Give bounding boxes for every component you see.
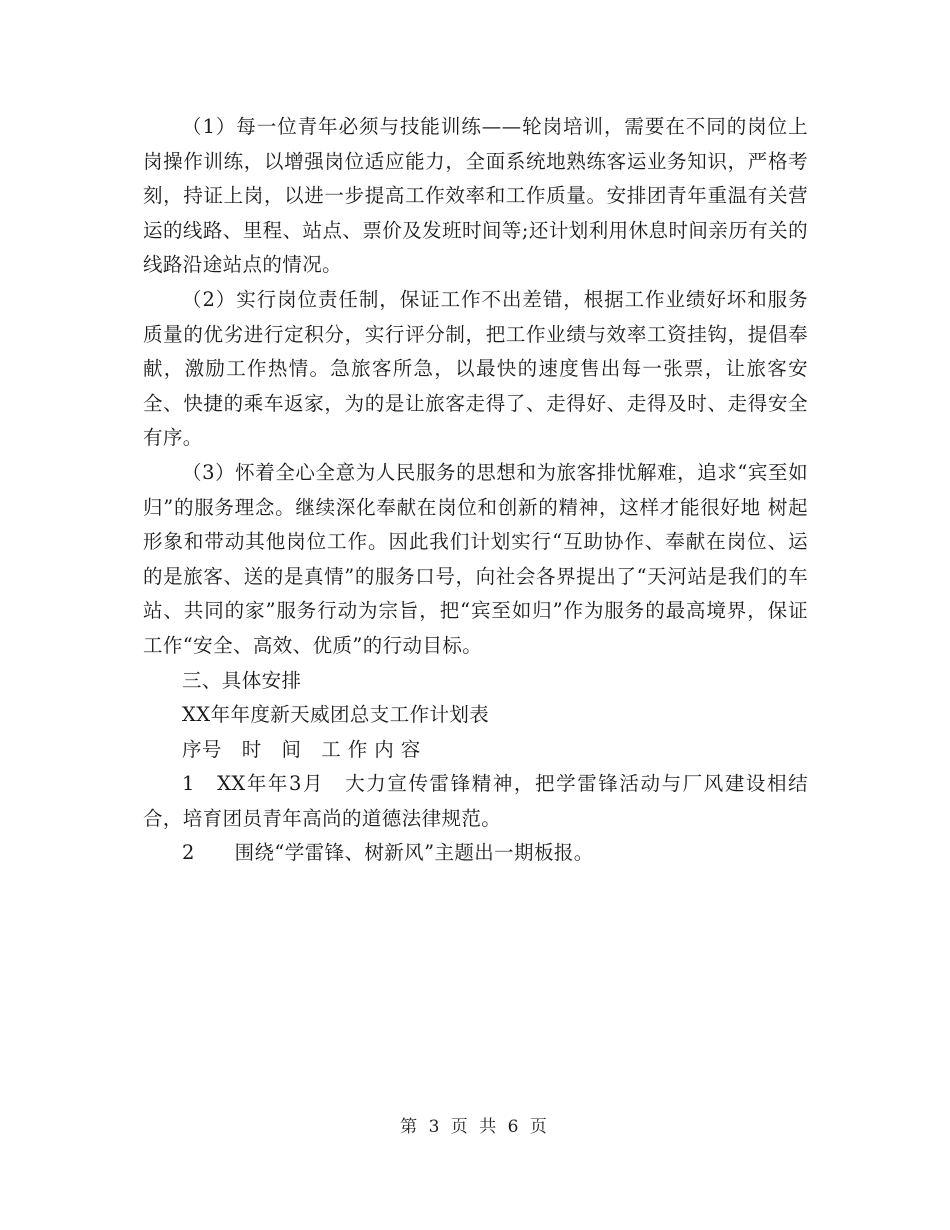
- page-content: [143, 110, 808, 871]
- paragraph-1: （1）每一位青年必须与技能训练——轮岗培训，需要在不同的岗位上岗操作训练，以增强岗位适应能力，全面系统地熟练客运业务知识，严格考刻，持证上岗，以进一步提高工作效率和工作质量。安排团青年重温有关营运的线路、里程、站点、票价及发班时间等;还计划利用休息时间亲历有关的线路沿途站点的情况。: [143, 115, 808, 277]
- plan-title: XX年年度新天威团总支工作计划表: [182, 703, 490, 727]
- table-header: 序号 时 间 工 作 内 容: [182, 737, 421, 761]
- section-heading: 三、具体安排: [182, 668, 302, 692]
- paragraph-2: （2）实行岗位责任制，保证工作不出差错，根据工作业绩好坏和服务质量的优劣进行定积分，实行评分制，把工作业绩与效率工资挂钩，提倡奉献，激励工作热情。急旅客所急，以最快的速度售出每一张票，让旅客安全、快捷的乘车返家，为的是让旅客走得了、走得好、走得及时、走得安全有序。: [143, 287, 808, 450]
- plan-row-1: 1 XX年年3月 大力宣传雷锋精神，把学雷锋活动与厂风建设相结合，培育团员青年高尚的道德法律规范。: [143, 772, 808, 830]
- page-number: 第 3 页 共 6 页: [400, 1117, 550, 1137]
- plan-row-2: 2 围绕“学雷锋、树新风”主题出一期板报。: [182, 841, 594, 865]
- paragraph-3: （3）怀着全心全意为人民服务的思想和为旅客排忧解难，追求“宾至如归”的服务理念。继续深化奉献在岗位和创新的精神，这样才能很好地 树起形象和带动其他岗位工作。因此我们计划实行“互助协作、奉献在岗位、运的是旅客、送的是真情”的服务口号，向社会各界提出了“天河站是我们的车站、共同的家”服务行动为宗旨，把“宾至如归”作为服务的最高境界，保证工作“安全、高效、优质”的行动目标。: [143, 460, 808, 657]
